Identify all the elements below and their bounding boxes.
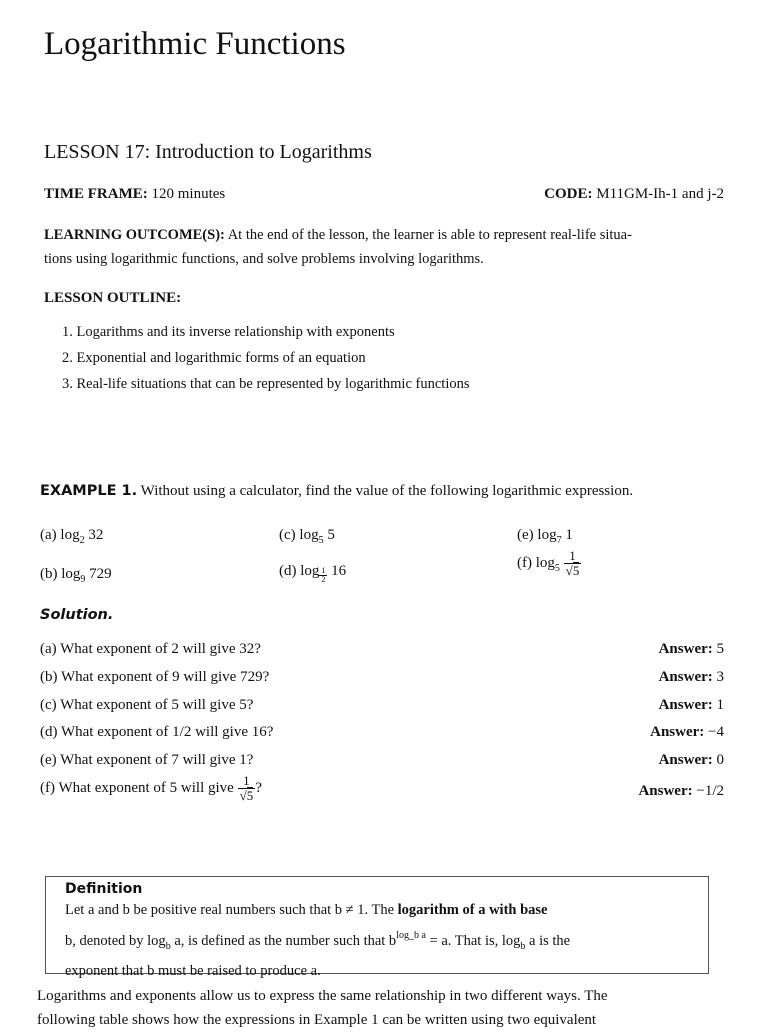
- answer-label: Answer:: [650, 724, 705, 740]
- example-text: Without using a calculator, find the value of the following logarithmic expression.: [140, 483, 634, 499]
- answer-value: 0: [716, 752, 724, 768]
- bottom-line-2: following table shows how the expressions in Example 1 can be written using two equivalent: [37, 1012, 597, 1028]
- time-frame: [44, 186, 225, 203]
- lesson-code: [544, 186, 724, 203]
- solution-heading: Solution.: [40, 607, 114, 623]
- example-item-e: [517, 527, 573, 546]
- log-base: 5: [318, 535, 324, 546]
- code-label: CODE:: [544, 186, 593, 202]
- log-arg: 729: [89, 566, 112, 582]
- answer-label: Answer:: [658, 641, 713, 657]
- definition-line-1: Let a and b be positive real numbers such that b ≠ 1. The: [65, 902, 395, 918]
- item-tag: (b): [40, 566, 58, 582]
- log-arg: 16: [331, 563, 347, 579]
- log-arg: 5: [327, 527, 335, 543]
- example-item-d: [279, 563, 346, 584]
- answer-label: Answer:: [658, 752, 713, 768]
- log-fn: log: [535, 554, 555, 571]
- definition-line-3: exponent that b must be raised to produce a.: [65, 963, 321, 979]
- item-tag: (e): [517, 527, 534, 543]
- solution-question-e: (e) What exponent of 7 will give 1?: [40, 752, 254, 768]
- definition-line-2a: b, denoted by log: [65, 933, 166, 949]
- log-fn: log: [60, 527, 80, 543]
- bottom-line-1: Logarithms and exponents allow us to express the same relationship in two different ways. The: [37, 988, 608, 1004]
- solution-answer-a: [659, 641, 724, 658]
- definition-line-2b: a, is defined as the number such that b: [170, 933, 397, 949]
- solution-question-c: (c) What exponent of 5 will give 5?: [40, 697, 254, 713]
- solution-question-b: (b) What exponent of 9 will give 729?: [40, 669, 270, 685]
- definition-bold-term: logarithm of a with base: [397, 902, 548, 918]
- code-value: M11GM-Ih-1 and j-2: [596, 186, 724, 202]
- answer-label: Answer:: [658, 669, 713, 685]
- item-tag: (c): [279, 527, 296, 543]
- definition-line-2d: a is the: [525, 933, 571, 949]
- answer-value: 3: [716, 669, 724, 685]
- answer-value: −4: [708, 724, 724, 740]
- fraction-denominator: 5: [246, 788, 254, 803]
- log-base-fraction: [319, 567, 327, 584]
- solution-answer-e: [659, 752, 724, 769]
- example-heading: [40, 483, 633, 500]
- outline-heading: [44, 290, 181, 307]
- log-fn: log: [300, 563, 320, 579]
- log-fn: log: [61, 566, 81, 582]
- solution-answer-d: [650, 724, 724, 741]
- definition-exponent: log_b a: [396, 930, 426, 941]
- example-item-a: [40, 527, 103, 546]
- answer-value: 5: [716, 641, 724, 657]
- log-base: 2: [79, 535, 85, 546]
- time-frame-label: TIME FRAME:: [44, 186, 148, 202]
- answer-label: Answer:: [638, 783, 693, 799]
- lesson-title: LESSON 17: Introduction to Logarithms: [44, 141, 372, 163]
- outline-item-1: 1. Logarithms and its inverse relationship with exponents: [62, 324, 395, 340]
- time-frame-value: 120 minutes: [151, 186, 226, 202]
- solution-answer-b: [659, 669, 724, 686]
- log-base: 5: [554, 562, 560, 574]
- definition-line-2c: = a. That is, log: [425, 933, 521, 949]
- example-label: EXAMPLE 1.: [40, 483, 138, 499]
- arg-numerator: 1: [564, 549, 582, 564]
- outcome-text-2: tions using logarithmic functions, and solve problems involving logarithms.: [44, 251, 484, 267]
- log-arg: 1: [565, 527, 573, 543]
- log-fn: log: [537, 527, 557, 543]
- definition-text: [65, 898, 691, 984]
- solution-answer-c: [659, 697, 724, 714]
- question-text: (f) What exponent of 5 will give: [40, 779, 234, 796]
- outline-item-3: 3. Real-life situations that can be represented by logarithmic functions: [62, 376, 470, 392]
- definition-title: Definition: [65, 881, 143, 897]
- outline-label: LESSON OUTLINE:: [44, 290, 182, 306]
- solution-question-a: (a) What exponent of 2 will give 32?: [40, 641, 261, 657]
- item-tag: (d): [279, 563, 297, 579]
- answer-value: −1/2: [696, 783, 724, 799]
- answer-label: Answer:: [658, 697, 713, 713]
- definition-base-sub: b: [165, 941, 171, 952]
- example-item-f: [517, 549, 581, 578]
- log-base: 9: [80, 574, 86, 585]
- question-mark: ?: [255, 779, 262, 796]
- solution-question-f: [40, 774, 262, 803]
- page-title: Logarithmic Functions: [44, 26, 346, 62]
- arg-denominator: 5: [572, 563, 580, 578]
- fraction-numerator: 1: [238, 774, 256, 789]
- item-tag: (f): [517, 554, 532, 571]
- question-fraction: $\frac{1}{√5}$: [239, 773, 254, 803]
- base-numerator: 1: [321, 566, 326, 575]
- bottom-paragraph: [37, 984, 727, 1032]
- log-fn: log: [299, 527, 319, 543]
- log-arg: 32: [88, 527, 104, 543]
- item-tag: (a): [40, 527, 57, 543]
- solution-answer-f: [638, 783, 724, 800]
- definition-base-sub-2: b: [520, 941, 526, 952]
- solution-question-d: (d) What exponent of 1/2 will give 16?: [40, 724, 274, 740]
- outcome-text-1: At the end of the lesson, the learner is able to represent real-life situa-: [227, 227, 632, 243]
- log-arg-fraction: $\frac{1}{√5}$: [565, 548, 580, 578]
- learning-outcome: [44, 223, 728, 271]
- outline-item-2: 2. Exponential and logarithmic forms of an equation: [62, 350, 366, 366]
- definition-box: [45, 876, 709, 979]
- outcome-label: LEARNING OUTCOME(S):: [44, 227, 225, 243]
- answer-value: 1: [716, 697, 724, 713]
- base-denominator: 2: [321, 575, 326, 584]
- log-base: 7: [556, 535, 562, 546]
- example-item-c: [279, 527, 335, 546]
- example-item-b: [40, 566, 112, 585]
